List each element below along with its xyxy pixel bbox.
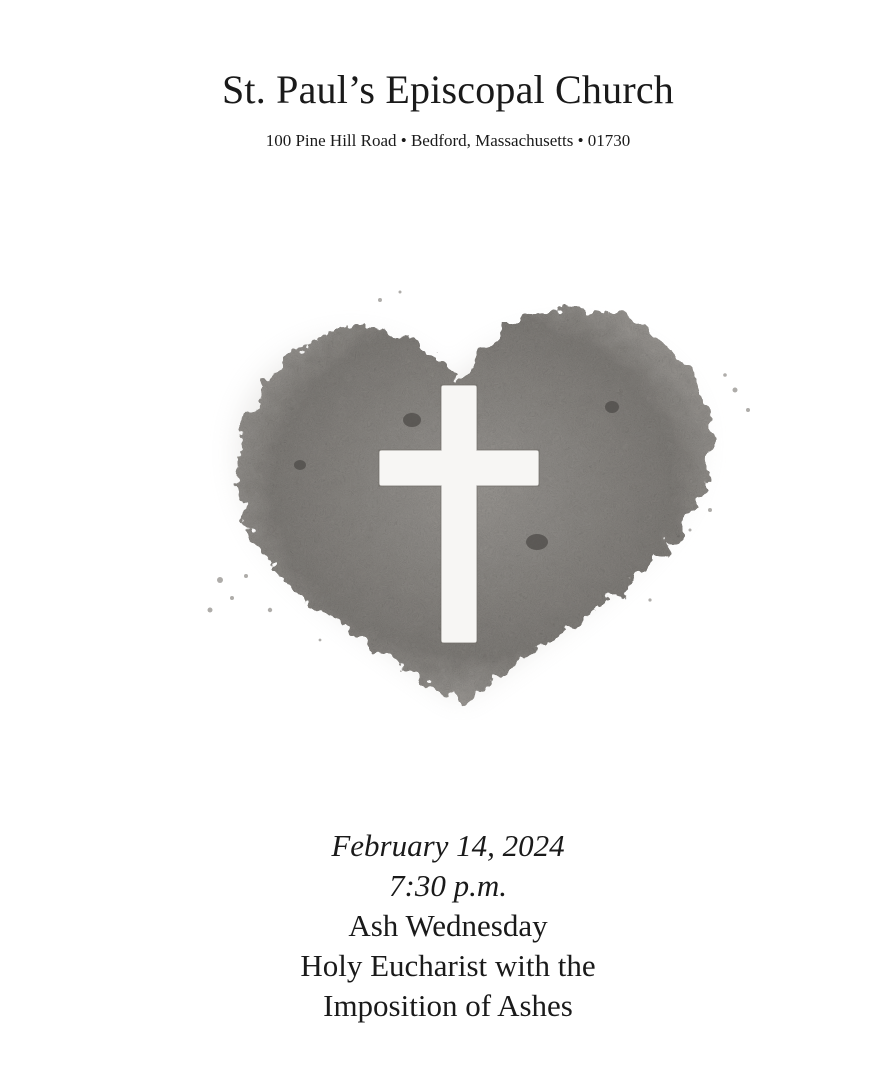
service-details [0,826,896,1026]
church-address: 100 Pine Hill Road • Bedford, Massachusetts • 01730 [265,131,631,150]
service-day: Ash Wednesday [348,908,548,943]
church-name: St. Paul’s Episcopal Church [221,67,675,112]
service-title-line2: Imposition of Ashes [323,988,573,1023]
service-date: February 14, 2024 [331,828,565,863]
ash-heart-with-cross-icon [150,280,770,720]
service-title-line1: Holy Eucharist with the [300,948,596,983]
service-time: 7:30 p.m. [389,868,507,903]
